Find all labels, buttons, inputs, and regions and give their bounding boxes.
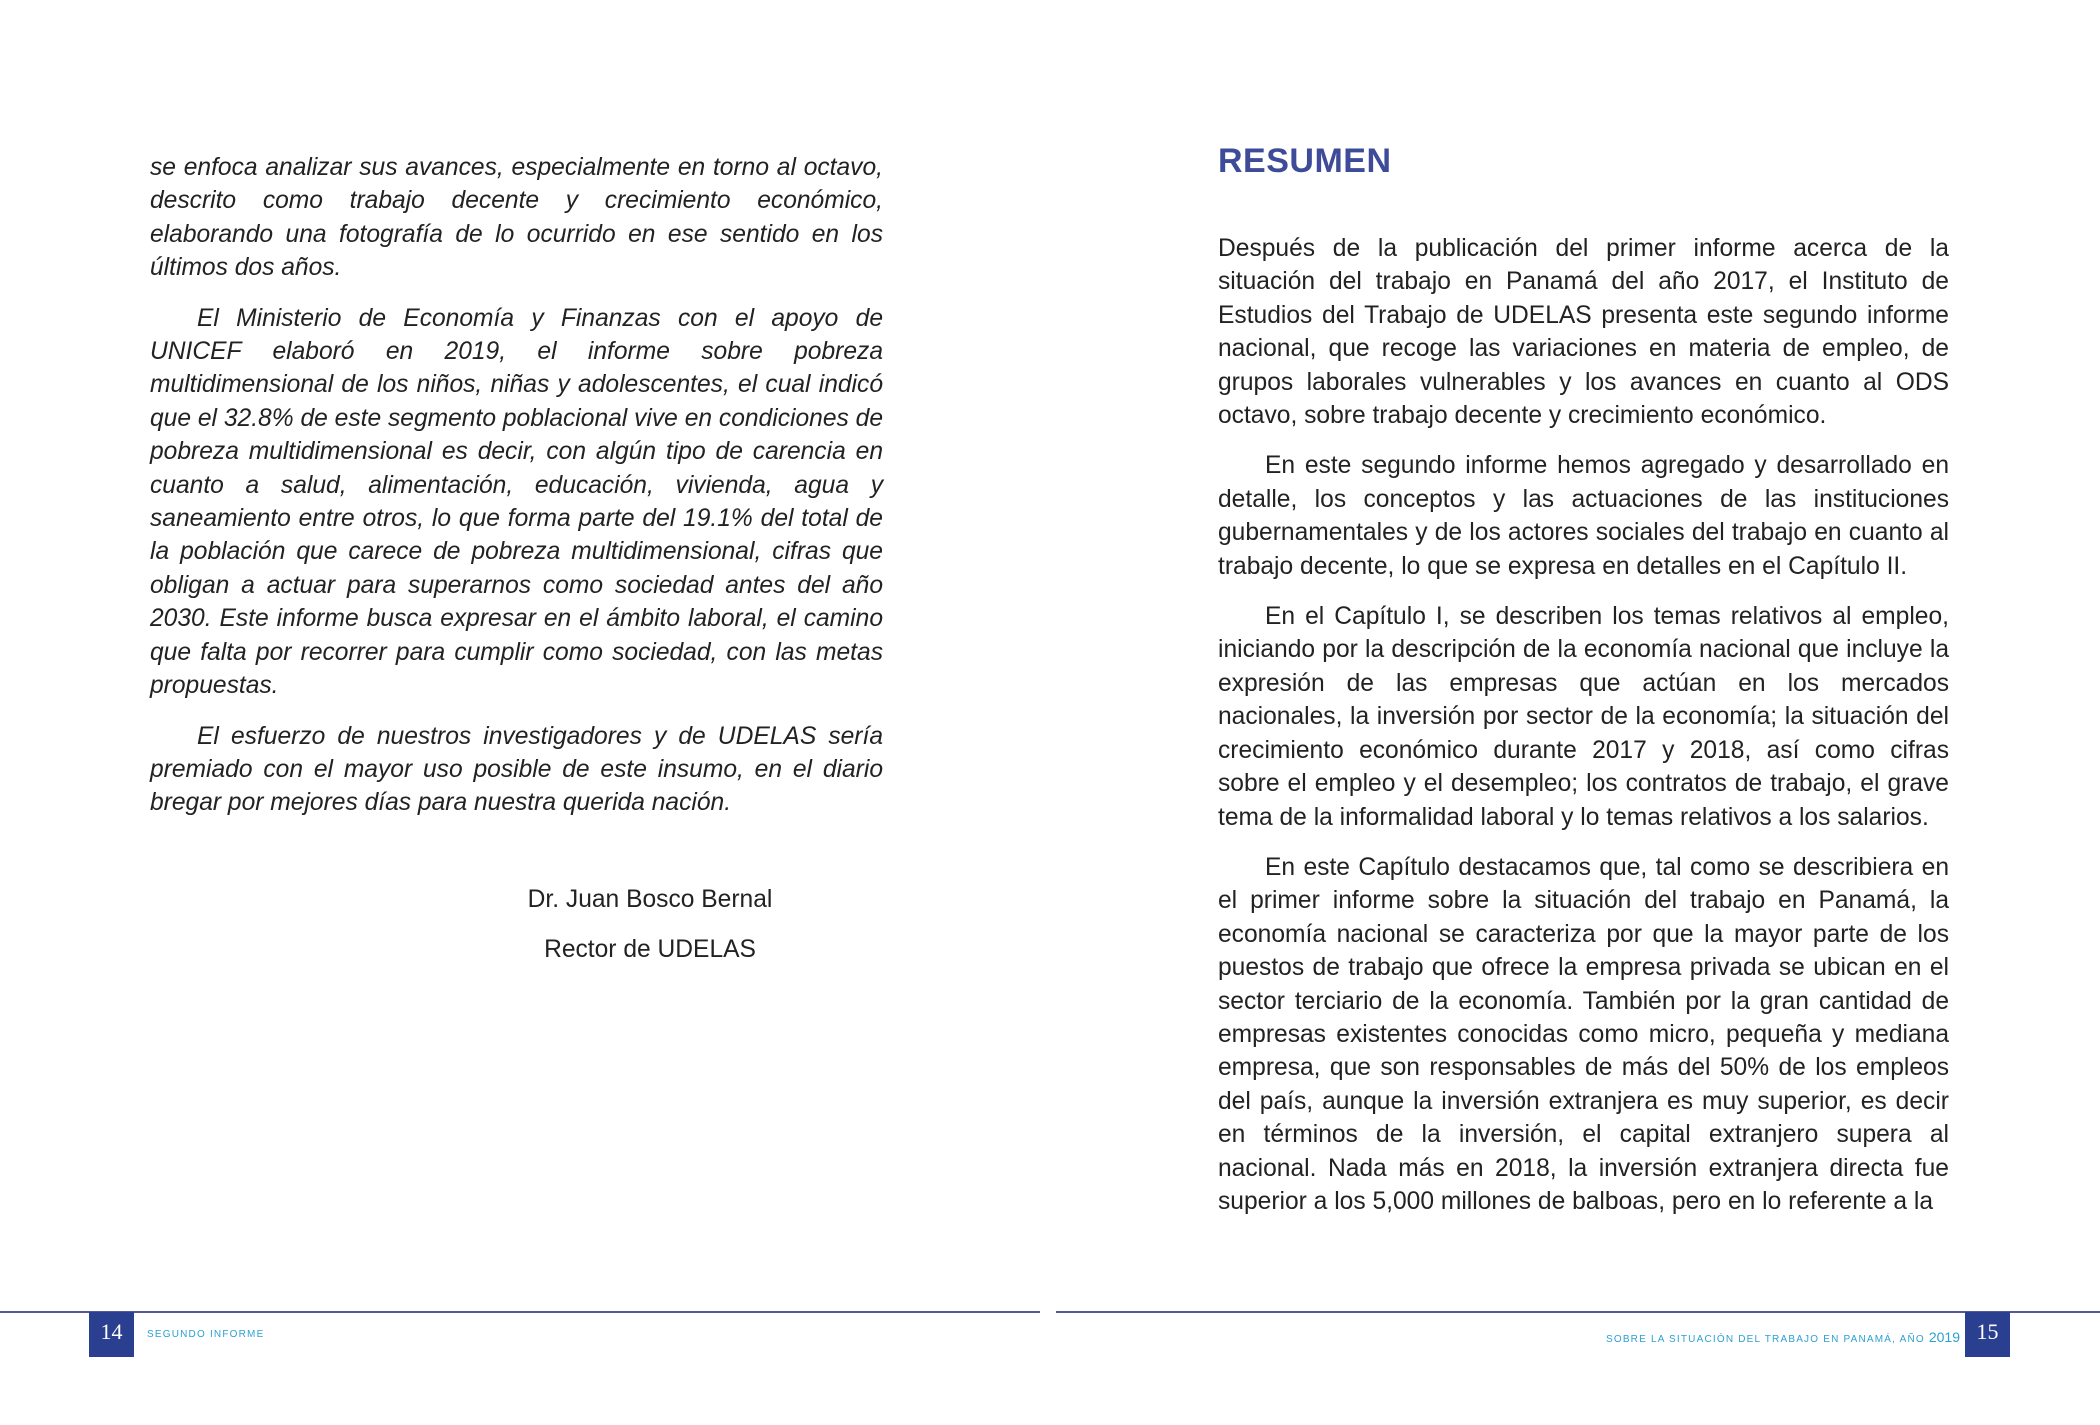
footer-rule-right: [1056, 1311, 2100, 1313]
running-title-right-text: SOBRE LA SITUACIÓN DEL TRABAJO EN PANAMÁ, AÑO: [1605, 1334, 1925, 1345]
running-title-right: [1606, 1329, 1960, 1345]
left-paragraph-1: se enfoca analizar sus avances, especialmente en torno al octavo, descrito como trabajo decente y crecimiento económico, elaborando una fotografía de lo ocurrido en ese sentido en los últimos dos años.: [150, 154, 883, 282]
running-title-year: 2019: [1928, 1329, 1960, 1345]
right-text-column: [1218, 232, 1949, 1235]
right-paragraph-1: Después de la publicación del primer informe acerca de la situación del trabajo en Panamá del año 2017, el Instituto de Estudios del Trabajo de UDELAS presenta este segundo informe nacional, que recoge las variaciones en materia de empleo, de grupos laborales vulnerables y los avances en cuanto al ODS octavo, sobre trabajo decente y crecimiento económico.: [1218, 235, 1949, 430]
left-paragraph-3: El esfuerzo de nuestros investigadores y de UDELAS sería premiado con el mayor uso posible de este insumo, en el diario bregar por mejores días para nuestra querida nación.: [150, 722, 883, 817]
left-paragraph-2: El Ministerio de Economía y Finanzas con el apoyo de UNICEF elaboró en 2019, el informe sobre pobreza multidimensional de los niños, niñas y adolescentes, el cual indicó que el 32.8% de este segmento poblacional vive en condiciones de pobreza multidimensional es decir, con algún tipo de carencia en cuanto a salud, alimentación, educación, vivienda, agua y saneamiento entre otros, lo que forma parte del 19.1% del total de la población que carece de pobreza multidimensional, cifras que obligan a actuar para superarnos como sociedad antes del año 2030. Este informe busca expresar en el ámbito laboral, el camino que falta por recorrer para cumplir como sociedad, con las metas propuestas.: [150, 304, 883, 700]
running-title-left: SEGUNDO INFORME: [147, 1329, 265, 1340]
page-number-right: 15: [1965, 1312, 2010, 1357]
footer-rule-left: [0, 1311, 1040, 1313]
left-text-column: [150, 151, 883, 837]
signature-name: Dr. Juan Bosco Bernal: [527, 886, 773, 913]
signature-block: [150, 883, 1150, 966]
right-paragraph-2: En este segundo informe hemos agregado y desarrollado en detalle, los conceptos y las actuaciones de las instituciones gubernamentales y de los actores sociales del trabajo en cuanto al trabajo decente, lo que se expresa en detalles en el Capítulo II.: [1218, 452, 1949, 580]
right-paragraph-4: En este Capítulo destacamos que, tal como se describiera en el primer informe sobre la situación del trabajo en Panamá, la economía nacional se caracteriza por que la mayor parte de los puestos de trabajo que ofrece la empresa privada se ubican en el sector terciario de la economía. También por la gran cantidad de empresas existentes conocidas como micro, pequeña y mediana empresa, que son responsables de más del 50% de los empleos del país, aunque la inversión extranjera es muy superior, es decir en términos de la inversión, el capital extranjero supera al nacional. Nada más en 2018, la inversión extranjera directa fue superior a los 5,000 millones de balboas, pero en lo referente a la: [1218, 853, 1949, 1215]
right-paragraph-3: En el Capítulo I, se describen los temas relativos al empleo, iniciando por la descripción de la economía nacional que incluye la expresión de las empresas que actúan en los mercados nacionales, la inversión por sector de la economía; la situación del crecimiento económico durante 2017 y 2018, así como cifras sobre el empleo y el desempleo; los contratos de trabajo, el grave tema de la informalidad laboral y lo temas relativos a los salarios.: [1218, 603, 1949, 831]
signature-role: Rector de UDELAS: [544, 936, 756, 963]
page-number-left: 14: [89, 1312, 134, 1357]
right-page: [1050, 0, 2100, 1425]
section-heading: RESUMEN: [1218, 142, 1392, 180]
